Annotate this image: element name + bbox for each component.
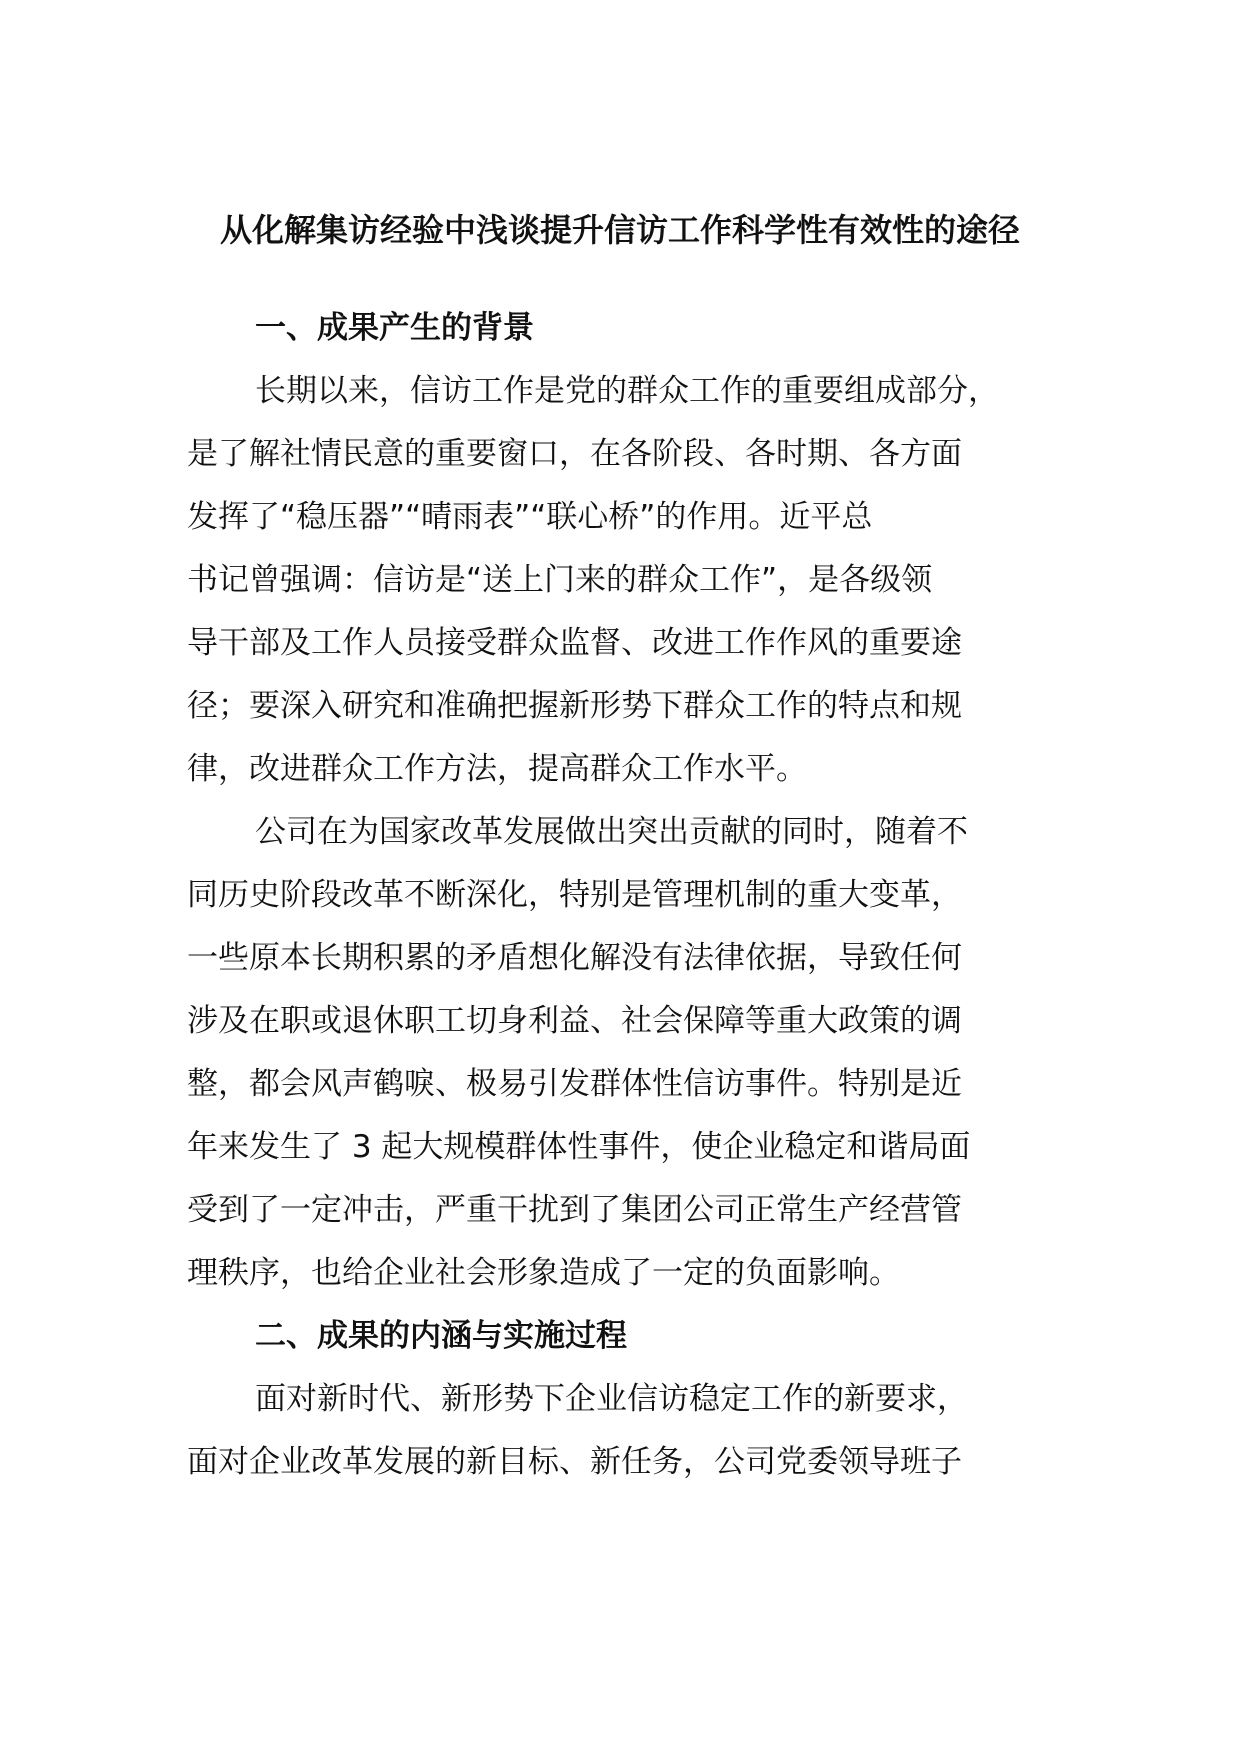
paragraph-line: 长期以来，信访工作是党的群众工作的重要组成部分， [255, 373, 999, 409]
paragraph-line: 径；要深入研究和准确把握新形势下群众工作的特点和规 [187, 688, 962, 724]
document-title: 从化解集访经验中浅谈提升信访工作科学性有效性的途径 [219, 211, 1020, 249]
paragraph-line: 整，都会风声鹤唳、极易引发群体性信访事件。特别是近 [187, 1066, 962, 1102]
paragraph-line: 发挥了“稳压器”“晴雨表”“联心桥”的作用。近平总 [187, 499, 873, 535]
document-body [187, 297, 1057, 1494]
paragraph-line: 导干部及工作人员接受群众监督、改进工作作风的重要途 [187, 625, 962, 661]
paragraph-line: 面对企业改革发展的新目标、新任务，公司党委领导班子 [187, 1444, 962, 1480]
paragraph-line: 受到了一定冲击，严重干扰到了集团公司正常生产经营管 [187, 1192, 962, 1228]
paragraph-line: 律，改进群众工作方法，提高群众工作水平。 [187, 751, 807, 787]
section-heading: 一、成果产生的背景 [255, 310, 534, 346]
paragraph-line: 面对新时代、新形势下企业信访稳定工作的新要求， [255, 1381, 968, 1417]
paragraph-line: 公司在为国家改革发展做出突出贡献的同时，随着不 [255, 814, 968, 850]
paragraph-line: 同历史阶段改革不断深化，特别是管理机制的重大变革， [187, 877, 962, 913]
paragraph-line: 涉及在职或退休职工切身利益、社会保障等重大政策的调 [187, 1003, 962, 1039]
section-heading: 二、成果的内涵与实施过程 [255, 1318, 627, 1354]
paragraph-line: 是了解社情民意的重要窗口，在各阶段、各时期、各方面 [187, 436, 962, 472]
paragraph-line: 年来发生了 3 起大规模群体性事件，使企业稳定和谐局面 [187, 1129, 971, 1165]
paragraph-line: 理秩序，也给企业社会形象造成了一定的负面影响。 [187, 1255, 900, 1291]
paragraph-line: 书记曾强调：信访是“送上门来的群众工作”，是各级领 [187, 562, 933, 598]
paragraph-line: 一些原本长期积累的矛盾想化解没有法律依据，导致任何 [187, 940, 962, 976]
